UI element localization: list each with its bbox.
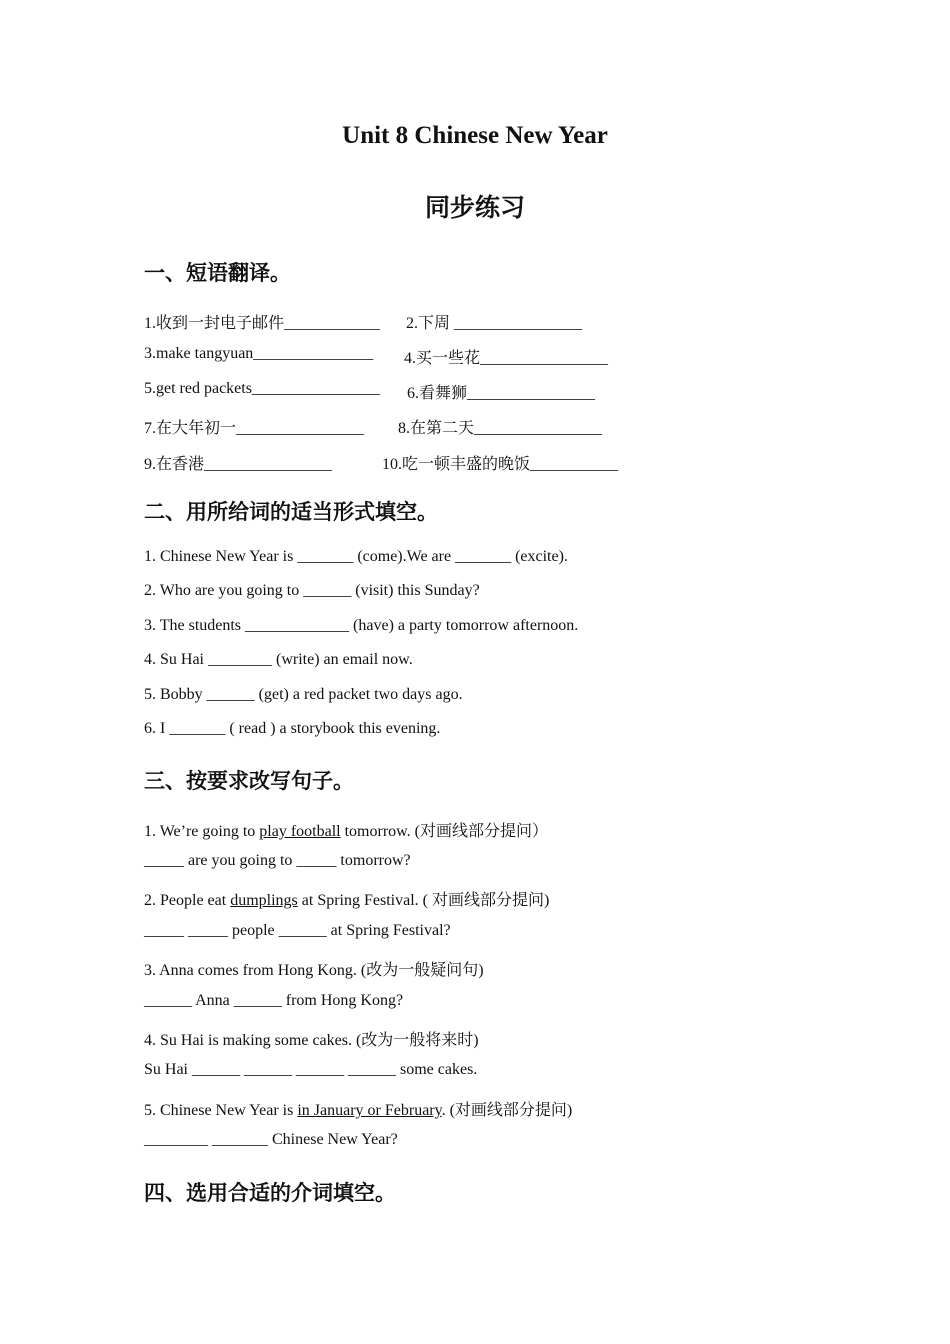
s3-q2-underlined: dumplings (230, 892, 298, 909)
s2-item-5: 5. Bobby ______ (get) a red packet two days ago. (144, 686, 463, 703)
section-3-heading: 三、按要求改写句子。 (144, 769, 354, 793)
s1-item-3: 3.make tangyuan_______________ (144, 345, 374, 362)
s2-item-2: 2. Who are you going to ______ (visit) this Sunday? (144, 582, 480, 599)
s3-q5 (144, 1097, 572, 1120)
s3-q4-answer: Su Hai ______ ______ ______ ______ some cakes. (144, 1061, 478, 1078)
s3-q2-after: at Spring Festival. ( 对画线部分提问) (297, 892, 550, 909)
s3-q1-before: 1. We’re going to (144, 823, 260, 840)
s3-q5-underlined: in January or February (297, 1102, 442, 1119)
s2-item-4: 4. Su Hai ________ (write) an email now. (144, 651, 413, 668)
s3-q2-answer: _____ _____ people ______ at Spring Festival? (144, 922, 451, 939)
s2-item-6: 6. I _______ ( read ) a storybook this evening. (144, 720, 441, 737)
s3-q2 (144, 887, 549, 910)
s3-q3-answer: ______ Anna ______ from Hong Kong? (144, 992, 404, 1009)
s1-item-2: 2.下周 ________________ (406, 315, 583, 332)
s1-item-7: 7.在大年初一________________ (144, 420, 365, 437)
s2-item-3: 3. The students _____________ (have) a party tomorrow afternoon. (144, 617, 579, 634)
page-title: Unit 8 Chinese New Year (342, 122, 608, 149)
s1-item-4: 4.买一些花________________ (404, 350, 609, 367)
section-1-heading: 一、短语翻译。 (144, 261, 291, 285)
s3-q5-answer: ________ _______ Chinese New Year? (144, 1131, 398, 1148)
s1-item-9: 9.在香港________________ (144, 456, 333, 473)
s3-q1-answer: _____ are you going to _____ tomorrow? (144, 852, 411, 869)
s1-item-6: 6.看舞狮________________ (407, 385, 596, 402)
s1-item-10: 10.吃一顿丰盛的晚饭___________ (382, 456, 619, 473)
s3-q5-after: . (对画线部分提问) (441, 1102, 573, 1119)
s3-q3: 3. Anna comes from Hong Kong. (改为一般疑问句) (144, 962, 484, 979)
s3-q1-underlined: play football (259, 823, 341, 840)
s3-q1 (144, 818, 548, 841)
section-2-heading: 二、用所给词的适当形式填空。 (144, 500, 438, 524)
s2-item-1: 1. Chinese New Year is _______ (come).We are _______ (excite). (144, 548, 568, 565)
s3-q2-before: 2. People eat (144, 892, 231, 909)
s3-q1-after: tomorrow. (对画线部分提问） (340, 823, 548, 840)
s3-q5-before: 5. Chinese New Year is (144, 1102, 298, 1119)
s3-q4: 4. Su Hai is making some cakes. (改为一般将来时) (144, 1032, 479, 1049)
section-4-heading: 四、选用合适的介词填空。 (144, 1181, 396, 1205)
s1-item-8: 8.在第二天________________ (398, 420, 603, 437)
s1-item-5: 5.get red packets________________ (144, 380, 380, 397)
s1-item-1: 1.收到一封电子邮件____________ (144, 315, 381, 332)
page-subtitle: 同步练习 (424, 193, 525, 222)
